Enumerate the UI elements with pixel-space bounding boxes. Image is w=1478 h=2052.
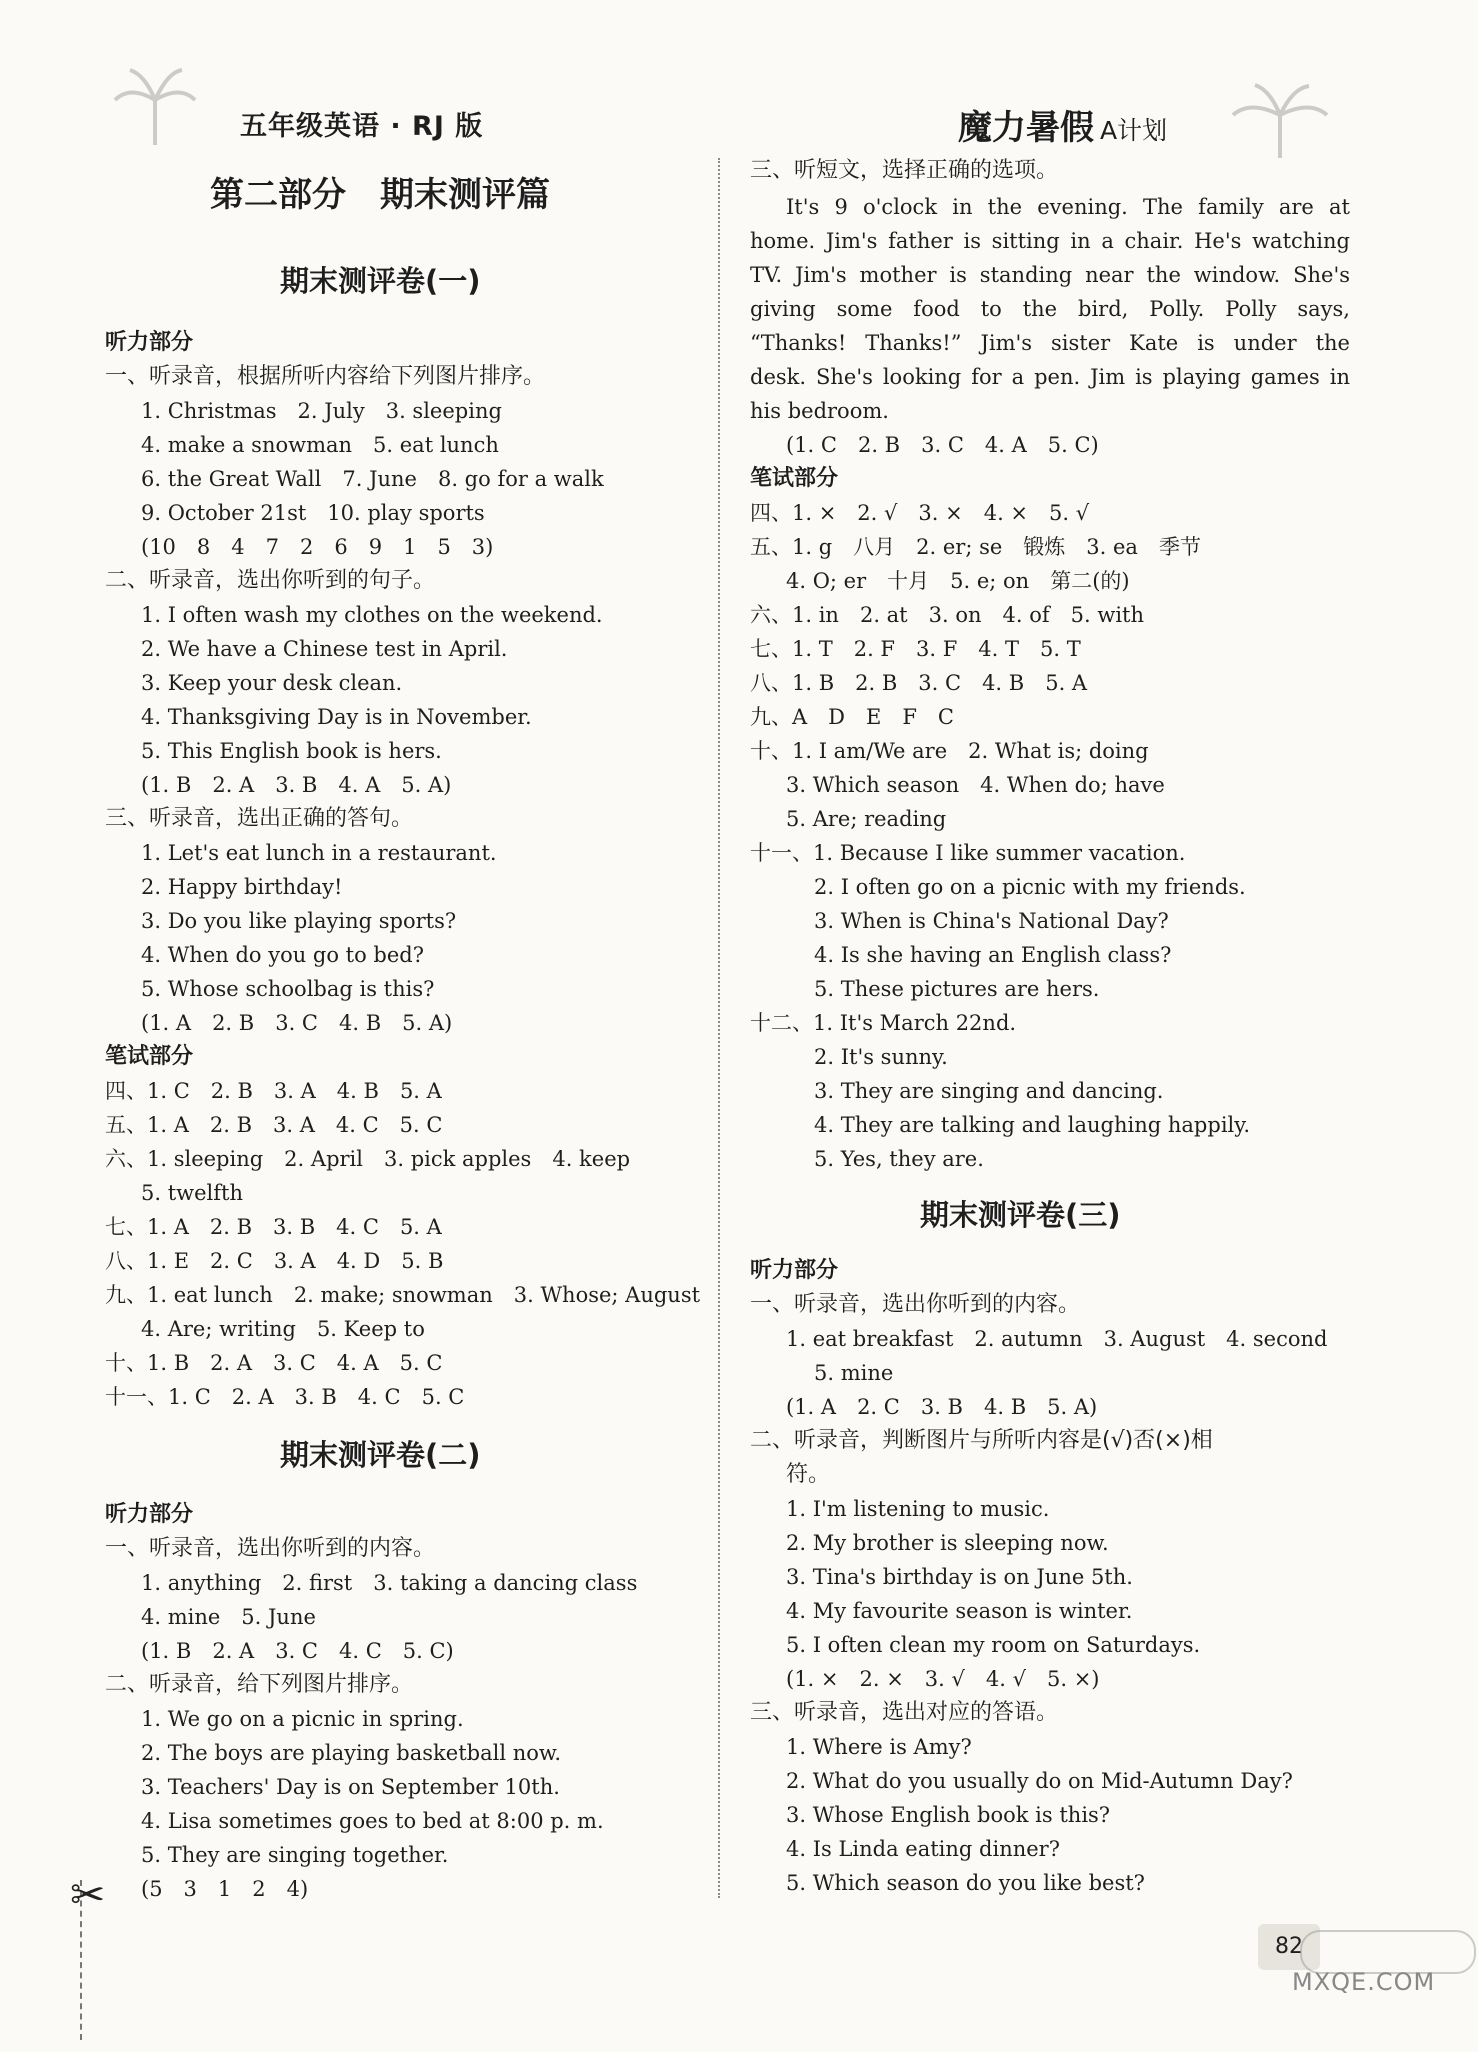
answer-line: 3. They are singing and dancing.	[814, 1079, 1164, 1103]
answer-line: 九、1. eat lunch 2. make; snowman 3. Whose; August	[105, 1283, 701, 1307]
answer-line: 2. Happy birthday!	[141, 875, 343, 899]
answer-line: 5. Yes, they are.	[814, 1147, 984, 1171]
passage-line: “Thanks! Thanks!” Jim's sister Kate is under the	[750, 331, 1350, 355]
book-title: 五年级英语 · RJ 版	[240, 111, 484, 142]
answer-line: 5. twelfth	[141, 1181, 244, 1205]
answer-line: 2. We have a Chinese test in April.	[141, 637, 508, 661]
answer-key: (1. B 2. A 3. B 4. A 5. A)	[141, 773, 452, 797]
question-heading: 一、听录音，根据所听内容给下列图片排序。	[105, 364, 546, 389]
section-heading: 笔试部分	[105, 1044, 194, 1069]
brand-name: 魔力暑假	[958, 108, 1094, 148]
palm-tree-decoration-right	[1225, 80, 1335, 160]
column-divider	[718, 158, 720, 1898]
answer-line: 1. anything 2. first 3. taking a dancing class	[141, 1571, 638, 1595]
question-heading: 一、听录音，选出你听到的内容。	[750, 1292, 1081, 1317]
exam-title-3: 期末测评卷(三)	[920, 1198, 1121, 1232]
question-heading-cont: 符。	[786, 1462, 831, 1487]
answer-line: 3. Whose English book is this?	[786, 1803, 1111, 1827]
question-heading: 二、听录音，判断图片与所听内容是(√)否(×)相	[750, 1428, 1213, 1453]
exam-title-2: 期末测评卷(二)	[280, 1438, 481, 1472]
answer-line: 十二、1. It's March 22nd.	[750, 1011, 1017, 1035]
answer-key: (1. B 2. A 3. C 4. C 5. C)	[141, 1639, 454, 1663]
palm-tree-decoration-left	[110, 60, 200, 150]
answer-line: 6. the Great Wall 7. June 8. go for a walk	[141, 467, 604, 491]
question-heading: 三、听录音，选出对应的答语。	[750, 1700, 1059, 1725]
answer-line: 4. When do you go to bed?	[141, 943, 425, 967]
answer-line: 2. It's sunny.	[814, 1045, 948, 1069]
section-heading: 听力部分	[105, 330, 194, 355]
answer-line: 4. My favourite season is winter.	[786, 1599, 1133, 1623]
question-heading: 三、听短文，选择正确的选项。	[750, 158, 1059, 183]
watermark-text: MXQE.COM	[1292, 1968, 1436, 1996]
answer-line: 9. October 21st 10. play sports	[141, 501, 485, 525]
answer-line: 八、1. B 2. B 3. C 4. B 5. A	[750, 671, 1088, 695]
answer-line: 5. I often clean my room on Saturdays.	[786, 1633, 1201, 1657]
scissors-icon: ✂	[70, 1870, 106, 1919]
answer-key: (1. × 2. × 3. √ 4. √ 5. ×)	[786, 1667, 1100, 1691]
answer-line: 2. I often go on a picnic with my friends.	[814, 875, 1246, 899]
answer-line: 3. Teachers' Day is on September 10th.	[141, 1775, 560, 1799]
answer-line: 五、1. A 2. B 3. A 4. C 5. C	[105, 1113, 443, 1137]
answer-line: 十一、1. Because I like summer vacation.	[750, 841, 1186, 865]
answer-line: 4. They are talking and laughing happily.	[814, 1113, 1250, 1137]
answer-line: 四、1. × 2. √ 3. × 4. × 5. √	[750, 501, 1090, 525]
answer-line: 八、1. E 2. C 3. A 4. D 5. B	[105, 1249, 444, 1273]
answer-line: 2. The boys are playing basketball now.	[141, 1741, 562, 1765]
answer-line: 1. We go on a picnic in spring.	[141, 1707, 464, 1731]
answer-line: 1. I'm listening to music.	[786, 1497, 1050, 1521]
answer-line: 2. What do you usually do on Mid-Autumn Day?	[786, 1769, 1293, 1793]
brand-subtitle: A计划	[1100, 116, 1168, 145]
page-number: 82	[1258, 1924, 1320, 1970]
answer-line: 四、1. C 2. B 3. A 4. B 5. A	[105, 1079, 442, 1103]
answer-line: 1. Christmas 2. July 3. sleeping	[141, 399, 502, 423]
part-title: 第二部分 期末测评篇	[210, 175, 550, 215]
answer-line: 1. Let's eat lunch in a restaurant.	[141, 841, 497, 865]
answer-line: 七、1. A 2. B 3. B 4. C 5. A	[105, 1215, 442, 1239]
answer-line: 十、1. B 2. A 3. C 4. A 5. C	[105, 1351, 443, 1375]
exam-title-1: 期末测评卷(一)	[280, 264, 481, 298]
answer-line: 十、1. I am/We are 2. What is; doing	[750, 739, 1149, 763]
answer-line: 3. Which season 4. When do; have	[786, 773, 1165, 797]
answer-line: 九、A D E F C	[750, 705, 954, 729]
question-heading: 二、听录音，给下列图片排序。	[105, 1672, 414, 1697]
answer-line: 3. Tina's birthday is on June 5th.	[786, 1565, 1133, 1589]
question-heading: 一、听录音，选出你听到的内容。	[105, 1536, 436, 1561]
section-heading: 听力部分	[750, 1258, 839, 1283]
passage-line: home. Jim's father is sitting in a chair. He's watching	[750, 229, 1350, 253]
passage-line: It's 9 o'clock in the evening. The family are at	[786, 195, 1350, 219]
answer-line: 1. eat breakfast 2. autumn 3. August 4. second	[786, 1327, 1328, 1351]
answer-line: 5. They are singing together.	[141, 1843, 449, 1867]
answer-line: 5. This English book is hers.	[141, 739, 442, 763]
answer-line: 七、1. T 2. F 3. F 4. T 5. T	[750, 637, 1081, 661]
answer-line: 4. Thanksgiving Day is in November.	[141, 705, 532, 729]
answer-line: 3. Do you like playing sports?	[141, 909, 457, 933]
answer-line: 十一、1. C 2. A 3. B 4. C 5. C	[105, 1385, 465, 1409]
answer-line: 5. Are; reading	[786, 807, 947, 831]
question-heading: 二、听录音，选出你听到的句子。	[105, 568, 436, 593]
answer-line: 1. I often wash my clothes on the weekend.	[141, 603, 603, 627]
passage-line: giving some food to the bird, Polly. Polly says,	[750, 297, 1350, 321]
answer-line: 4. mine 5. June	[141, 1605, 316, 1629]
answer-line: 3. Keep your desk clean.	[141, 671, 403, 695]
answer-line: 4. Is she having an English class?	[814, 943, 1172, 967]
answer-key: (5 3 1 2 4)	[141, 1877, 309, 1901]
answer-line: 六、1. sleeping 2. April 3. pick apples 4. keep	[105, 1147, 631, 1171]
answer-line: 5. These pictures are hers.	[814, 977, 1100, 1001]
section-heading: 听力部分	[105, 1502, 194, 1527]
answer-line: 五、1. g 八月 2. er; se 锻炼 3. ea 季节	[750, 535, 1201, 559]
passage-line: TV. Jim's mother is standing near the window. She's	[750, 263, 1350, 287]
answer-line: 六、1. in 2. at 3. on 4. of 5. with	[750, 603, 1144, 627]
answer-line: 5. Whose schoolbag is this?	[141, 977, 435, 1001]
answer-line: 1. Where is Amy?	[786, 1735, 972, 1759]
answer-line: 3. When is China's National Day?	[814, 909, 1169, 933]
question-heading: 三、听录音，选出正确的答句。	[105, 806, 414, 831]
answer-key: (1. C 2. B 3. C 4. A 5. C)	[786, 433, 1099, 457]
answer-line: 2. My brother is sleeping now.	[786, 1531, 1109, 1555]
answer-line: 4. Are; writing 5. Keep to	[141, 1317, 425, 1341]
answer-line: 4. O; er 十月 5. e; on 第二(的)	[786, 569, 1130, 593]
answer-key: (1. A 2. B 3. C 4. B 5. A)	[141, 1011, 453, 1035]
section-heading: 笔试部分	[750, 466, 839, 491]
answer-line: 4. Lisa sometimes goes to bed at 8:00 p. m.	[141, 1809, 604, 1833]
answer-line: 4. Is Linda eating dinner?	[786, 1837, 1060, 1861]
answer-line: 4. make a snowman 5. eat lunch	[141, 433, 499, 457]
answer-key: (10 8 4 7 2 6 9 1 5 3)	[141, 535, 494, 559]
answer-line: 5. mine	[814, 1361, 894, 1385]
passage-line: his bedroom.	[750, 399, 889, 423]
passage-line: desk. She's looking for a pen. Jim is playing games in	[750, 365, 1350, 389]
answer-key: (1. A 2. C 3. B 4. B 5. A)	[786, 1395, 1098, 1419]
answer-line: 5. Which season do you like best?	[786, 1871, 1145, 1895]
brand-logo	[958, 100, 1167, 149]
